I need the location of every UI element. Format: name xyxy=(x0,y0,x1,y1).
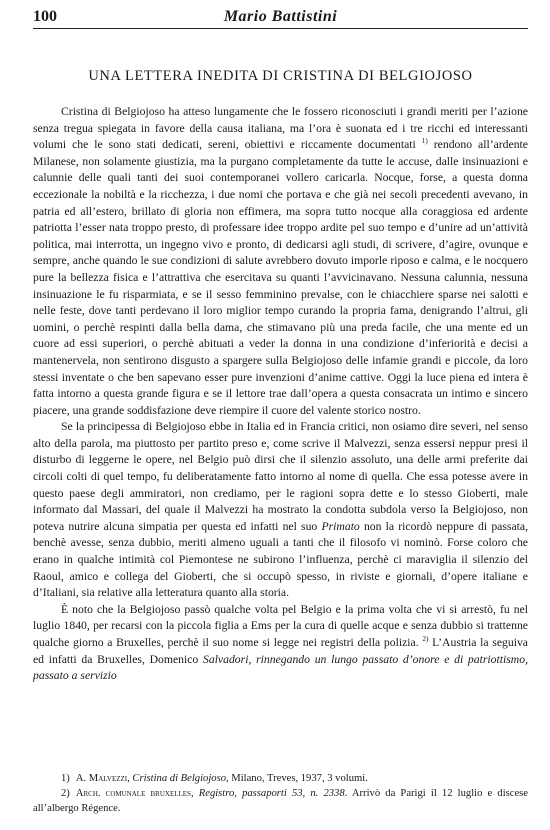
italic-text: Registro, passaporti 53, n. 2338 xyxy=(198,788,345,799)
footnote-number: 2) xyxy=(61,788,70,799)
text-run: L’Austria la seguiva ed infatti da Bruxelles, Domenico xyxy=(33,636,528,666)
note-reference: 1) xyxy=(421,137,428,146)
footnote xyxy=(33,771,528,786)
text-run: È noto che la Belgiojoso passò qualche volta pel Belgio e la prima volta che vi si arrestò, fu nel luglio 1840, per recarsi con la piccola figlia a Ems per la cura di quelle acque e senza dubbio si trattenne qualche giorno a Bruxelles, perchè il suo nome si legge nei registri della polizia. xyxy=(33,602,528,649)
body-paragraph xyxy=(33,419,528,602)
text-run: non la ricordò neppure di passata, benchè avesse, senza dubbio, meriti almeno uguali a tanti che il filosofo vi nominò. Forse coloro che erano in qualche intimità col Piemontese ne subirono l’influenza, perchè ci maraviglia il silenzio del Raoul, amico e collega del Gioberti, che si occupò spesso, in riviste e giornali, d’opere italiane e d’Italiani, sia relative alla letteratura quanto alla storia. xyxy=(33,519,528,600)
text-run: , Milano, Treves, 1937, 3 volumi. xyxy=(226,773,368,784)
article-title: UNA LETTERA INEDITA DI CRISTINA DI BELGIOJOSO xyxy=(88,68,473,84)
italic-text: Salvadori, rinnegando un lungo passato d’onore e di patriottismo, passato a servizio xyxy=(33,652,528,683)
text-run: Cristina di Belgiojoso ha atteso lungamente che le fossero riconosciuti i grandi meriti per l’azione senza tregua spiegata in favore della causa italiana, ma l’ora è suonata ed i tre ricchi ed interessanti volumi che le sono stati dedicati, sereni, obiettivi e riccamente documentati xyxy=(33,105,528,152)
italic-text: Cristina di Belgiojoso xyxy=(132,773,226,784)
footnote xyxy=(33,786,528,816)
small-caps-text: Malvezzi xyxy=(88,773,128,784)
page-number: 100 xyxy=(33,8,57,25)
header-author: Mario Battistini xyxy=(223,8,338,25)
body-paragraph xyxy=(33,602,528,685)
text-run: , xyxy=(127,773,133,784)
body-paragraph xyxy=(33,104,528,419)
small-caps-text: Arch. comunale bruxelles xyxy=(75,788,191,799)
footnote-text xyxy=(33,788,528,814)
footnote-number: 1) xyxy=(61,773,70,784)
text-run: A. xyxy=(75,773,89,784)
text-run: Se la principessa di Belgiojoso ebbe in Italia ed in Francia critici, non osiamo dire severi, nel senso alto della parola, ma piuttosto per partito preso e, come scrive il Malvezzi, senza essersi neppur presi il disturbo di leggerne le opere, nel Belgio può dirsi che il silenzio assoluto, una delle armi preferite dai circoli colti di quel tempo, fu deliberatamente fatto intorno al nome di quella. Che essa potesse avere in questo paese degli ammiratori, non crediamo, per le ragioni sopra dette e lo stesso Gioberti, male informato dal Massari, del quale il Malvezzi ha mostrato la condotta subdola verso la Belgiojoso, non poteva nutrire alcuna simpatia per questa ed infatti nel suo xyxy=(33,420,528,533)
text-run: . Arrivò da Parigi il 12 luglio e discese all’albergo Régence. xyxy=(33,788,528,814)
running-header xyxy=(33,6,528,29)
footnote-text xyxy=(76,773,368,784)
article-body xyxy=(33,104,528,685)
note-reference: 2) xyxy=(422,635,429,644)
text-run: rendono all’ardente Milanese, non solamente giustizia, ma la purgano completamente da tutte le accuse, dalle insinuazioni e calunnie delle quali tanti dei suoi contemporanei vollero caricarla. Nocque, forse, a questa donna eccezionale la nobiltà e la ricchezza, i due nomi che portava e che già nei secoli precedenti avevano, in patria ed all’estero, brillato di gloria non effimera, ma sopra tutto nocque alla coraggiosa ed ardente patriotta l’esser nata troppo presto, di professare idee troppo ardite pel suo tempo e d’unire ad un’attività politica, mai interrotta, un ingegno vivo e pronto, di dedicarsi agli studi, di scrivere, d’agire, ovunque e sempre, anche quando le sue condizioni di salute avrebbero dovuto imporle riposo e calma, e le nocquero pure la bellezza fisica e l’attrattiva che esercitava su quanti l’avvicinavano. Nessuna calunnia, nessuna insinuazione le fu risparmiata, e se il sesso femminino prevalse, con le chiacchiere sparse nei salotti e nelle feste, dove tanti perdevano il loro miglior tempo curando la propria fama, denigrando l’altrui, gli uomini, o perchè respinti dalla bella dama, che stimavano più una preda facile, che una mente ed un cuore ad essi superiori, o perchè abituati a veder la donna in una condizione d’inferiorità e decisi a mantenervela, non sentirono disgusto a spargere sulla Belgiojoso delle infamie grandi e piccole, da loro stessi inventate o che ben sapevano esser pure invenzioni d’anime cattive. Oggi la luce piena ed intera è fatta intorno a questa grande figura e se il lettore trae dall’opera a questa consacrata un intimo e sincero piacere, una grande soddisfazione deve riempire il cuore del valente storico nostro. xyxy=(33,138,528,417)
footnotes xyxy=(33,771,528,816)
text-run: , xyxy=(190,788,199,799)
italic-text: Primato xyxy=(321,519,360,533)
